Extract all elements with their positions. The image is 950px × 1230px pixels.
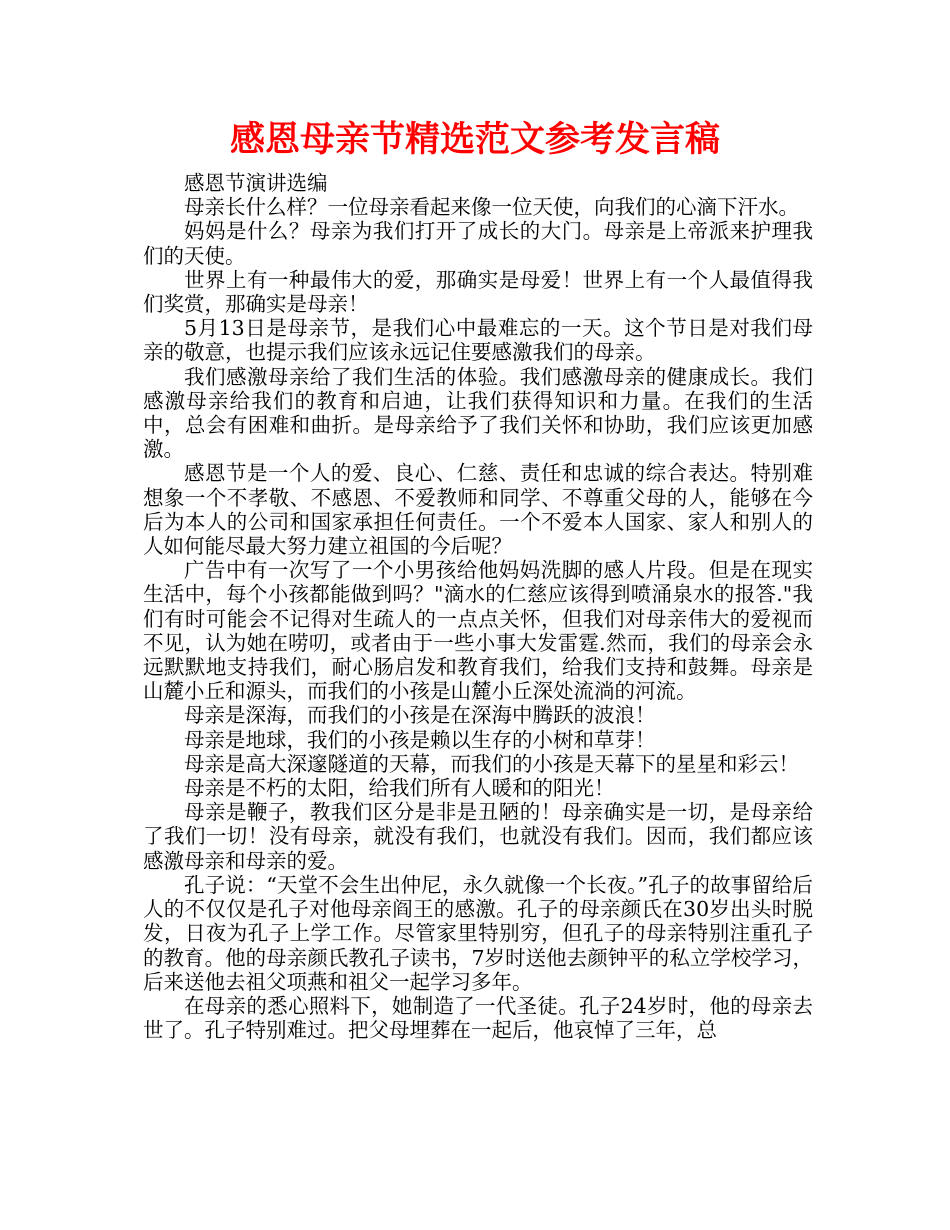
paragraph: 孔子说：“天堂不会生出仲尼，永久就像一个长夜。”孔子的故事留给后人的不仅仅是孔子对他母亲阎王的感激。孔子的母亲颜氏在30岁出头时脱发，日夜为孔子上学工作。尽管家里特别穷，但孔子的母亲特别注重孔子的教育。他的母亲颜氏教孔子读书，7岁时送他去颜钟平的私立学校学习，后来送他去祖父项燕和祖父一起学习多年。	[143, 872, 813, 994]
paragraph: 母亲是高大深邃隧道的天幕，而我们的小孩是天幕下的星星和彩云！	[184, 751, 799, 776]
document-title: 感恩母亲节精选范文参考发言稿	[229, 120, 720, 160]
paragraph: 我们感激母亲给了我们生活的体验。我们感激母亲的健康成长。我们感激母亲给我们的教育和启迪，让我们获得知识和力量。在我们的生活中，总会有困难和曲折。是母亲给予了我们关怀和协助，我们应该更加感激。	[143, 364, 813, 462]
paragraph: 在母亲的悉心照料下，她制造了一代圣徒。孔子24岁时，他的母亲去世了。孔子特别难过。把父母埋葬在一起后，他哀悼了三年，总	[143, 993, 813, 1043]
paragraph: 5月13日是母亲节，是我们心中最难忘的一天。这个节日是对我们母亲的敬意，也提示我们应该永远记住要感激我们的母亲。	[143, 316, 813, 365]
paragraph: 感恩节是一个人的爱、良心、仁慈、责任和忠诚的综合表达。特别难想象一个不孝敬、不感恩、不爱教师和同学、不尊重父母的人，能够在今后为本人的公司和国家承担任何责任。一个不爱本人国家、家人和别人的人如何能尽最大努力建立祖国的今后呢？	[143, 461, 813, 559]
paragraph: 母亲是深海，而我们的小孩是在深海中腾跃的波浪！	[184, 703, 656, 728]
paragraph: 母亲是地球，我们的小孩是赖以生存的小树和草芽！	[184, 727, 656, 752]
paragraph: 广告中有一次写了一个小男孩给他妈妈洗脚的感人片段。但是在现实生活中，每个小孩都能做到吗？"滴水的仁慈应该得到喷涌泉水的报答."我们有时可能会不记得对生疏人的一点点关怀，但我们对母亲伟大的爱视而不见，认为她在唠叨，或者由于一些小事大发雷霆.然而，我们的母亲会永远默默地支持我们，耐心肠启发和教育我们，给我们支持和鼓舞。母亲是山麓小丘和源头，而我们的小孩是山麓小丘深处流淌的河流。	[143, 558, 813, 704]
paragraph: 世界上有一种最伟大的爱，那确实是母爱！世界上有一个人最值得我们奖赏，那确实是母亲！	[143, 267, 813, 317]
paragraph: 妈妈是什么？母亲为我们打开了成长的大门。母亲是上帝派来护理我们的天使。	[143, 219, 813, 268]
paragraph: 母亲长什么样？一位母亲看起来像一位天使，向我们的心滴下汗水。	[184, 195, 799, 220]
paragraph: 母亲是不朽的太阳，给我们所有人暖和的阳光！	[184, 776, 615, 801]
paragraph: 母亲是鞭子，教我们区分是非是丑陋的！母亲确实是一切，是母亲给了我们一切！没有母亲，就没有我们，也就没有我们。因而，我们都应该感激母亲和母亲的爱。	[143, 800, 813, 873]
document-body	[143, 171, 813, 1042]
paragraph: 感恩节演讲选编	[184, 171, 328, 195]
